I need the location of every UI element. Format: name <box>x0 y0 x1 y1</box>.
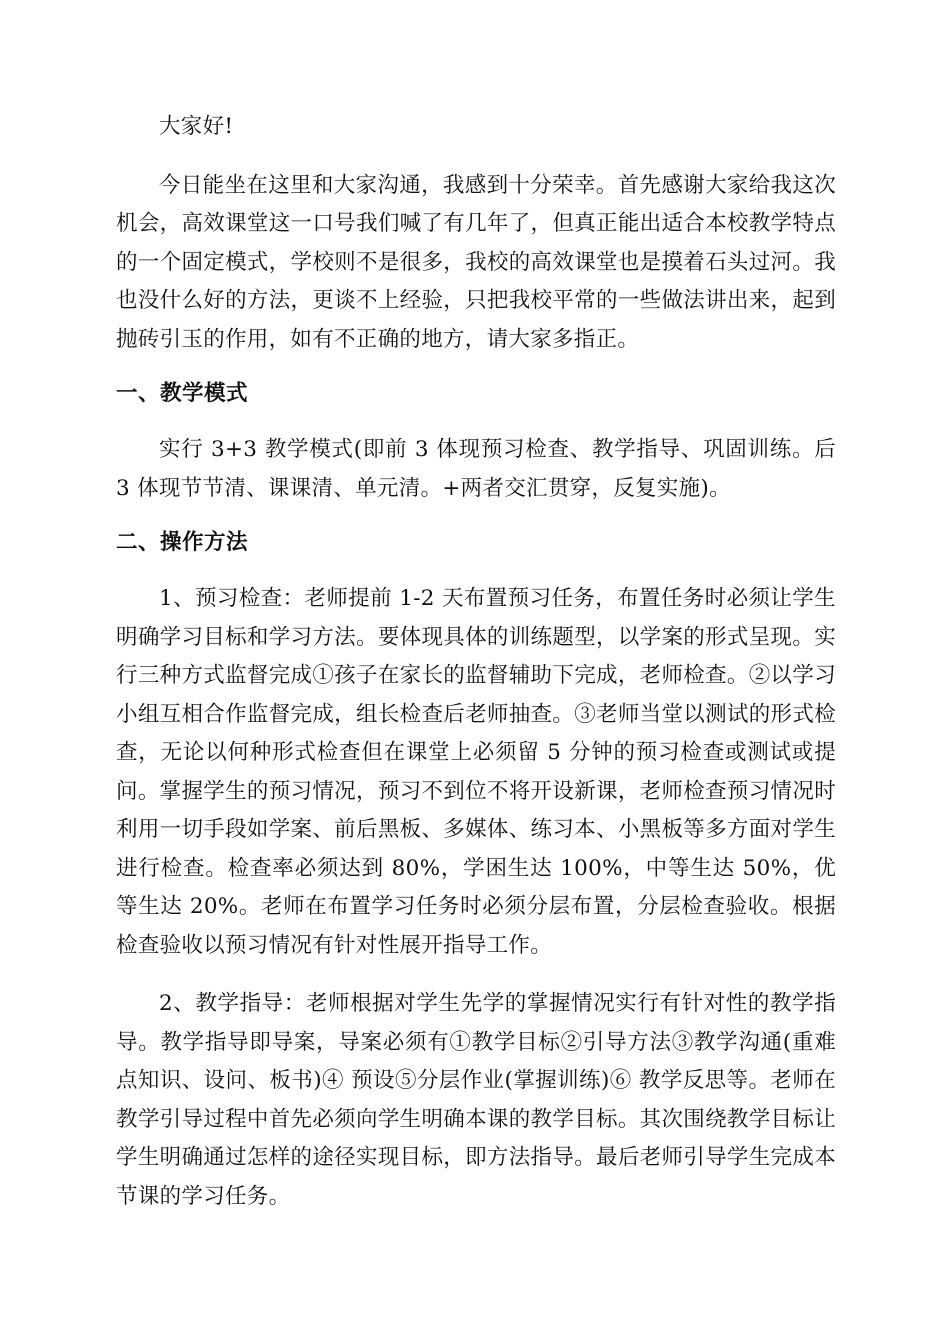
teaching-guidance-paragraph: 2、教学指导：老师根据对学生先学的掌握情况实行有针对性的教学指导。教学指导即导案，导案必须有①教学目标②引导方法③教学沟通(重难点知识、设问、板书)④ 预设⑤分层作业(掌握训练)⑥ 教学反思等。老师在教学引导过程中首先必须向学生明确本课的教学目标。其次围绕教学目标让学生明确通过怎样的途径实现目标，即方法指导。最后老师引导学生完成本节课的学习任务。 <box>116 991 836 1209</box>
document-body <box>116 108 836 1236</box>
section-heading-teaching-mode: 一、教学模式 <box>116 381 249 406</box>
intro-paragraph: 今日能坐在这里和大家沟通，我感到十分荣幸。首先感谢大家给我这次机会，高效课堂这一口号我们喊了有几年了，但真正能出适合本校教学特点的一个固定模式，学校则不是很多，我校的高效课堂也是摸着石头过河。我也没什么好的方法，更谈不上经验，只把我校平常的一些做法讲出来，起到抛砖引玉的作用，如有不正确的地方，请大家多指正。 <box>116 172 836 352</box>
greeting: 大家好! <box>159 114 234 139</box>
section-heading-operation-method: 二、操作方法 <box>116 530 249 555</box>
preview-check-paragraph: 1、预习检查：老师提前 1-2 天布置预习任务，布置任务时必须让学生明确学习目标和学习方法。要体现具体的训练题型，以学案的形式呈现。实行三种方式监督完成①孩子在家长的监督辅助下完成，老师检查。②以学习小组互相合作监督完成，组长检查后老师抽查。③老师当堂以测试的形式检查，无论以何种形式检查但在课堂上必须留 5 分钟的预习检查或测试或提问。掌握学生的预习情况，预习不到位不将开设新课，老师检查预习情况时利用一切手段如学案、前后黑板、多媒体、练习本、小黑板等多方面对学生进行检查。检查率必须达到 80%，学困生达 100%，中等生达 50%，优等生达 20%。老师在布置学习任务时必须分层布置，分层检查验收。根据检查验收以预习情况有针对性展开指导工作。 <box>116 586 836 958</box>
teaching-mode-paragraph: 实行 3+3 教学模式(即前 3 体现预习检查、教学指导、巩固训练。后 3 体现节节清、课课清、单元清。+两者交汇贯穿，反复实施)。 <box>116 437 836 501</box>
